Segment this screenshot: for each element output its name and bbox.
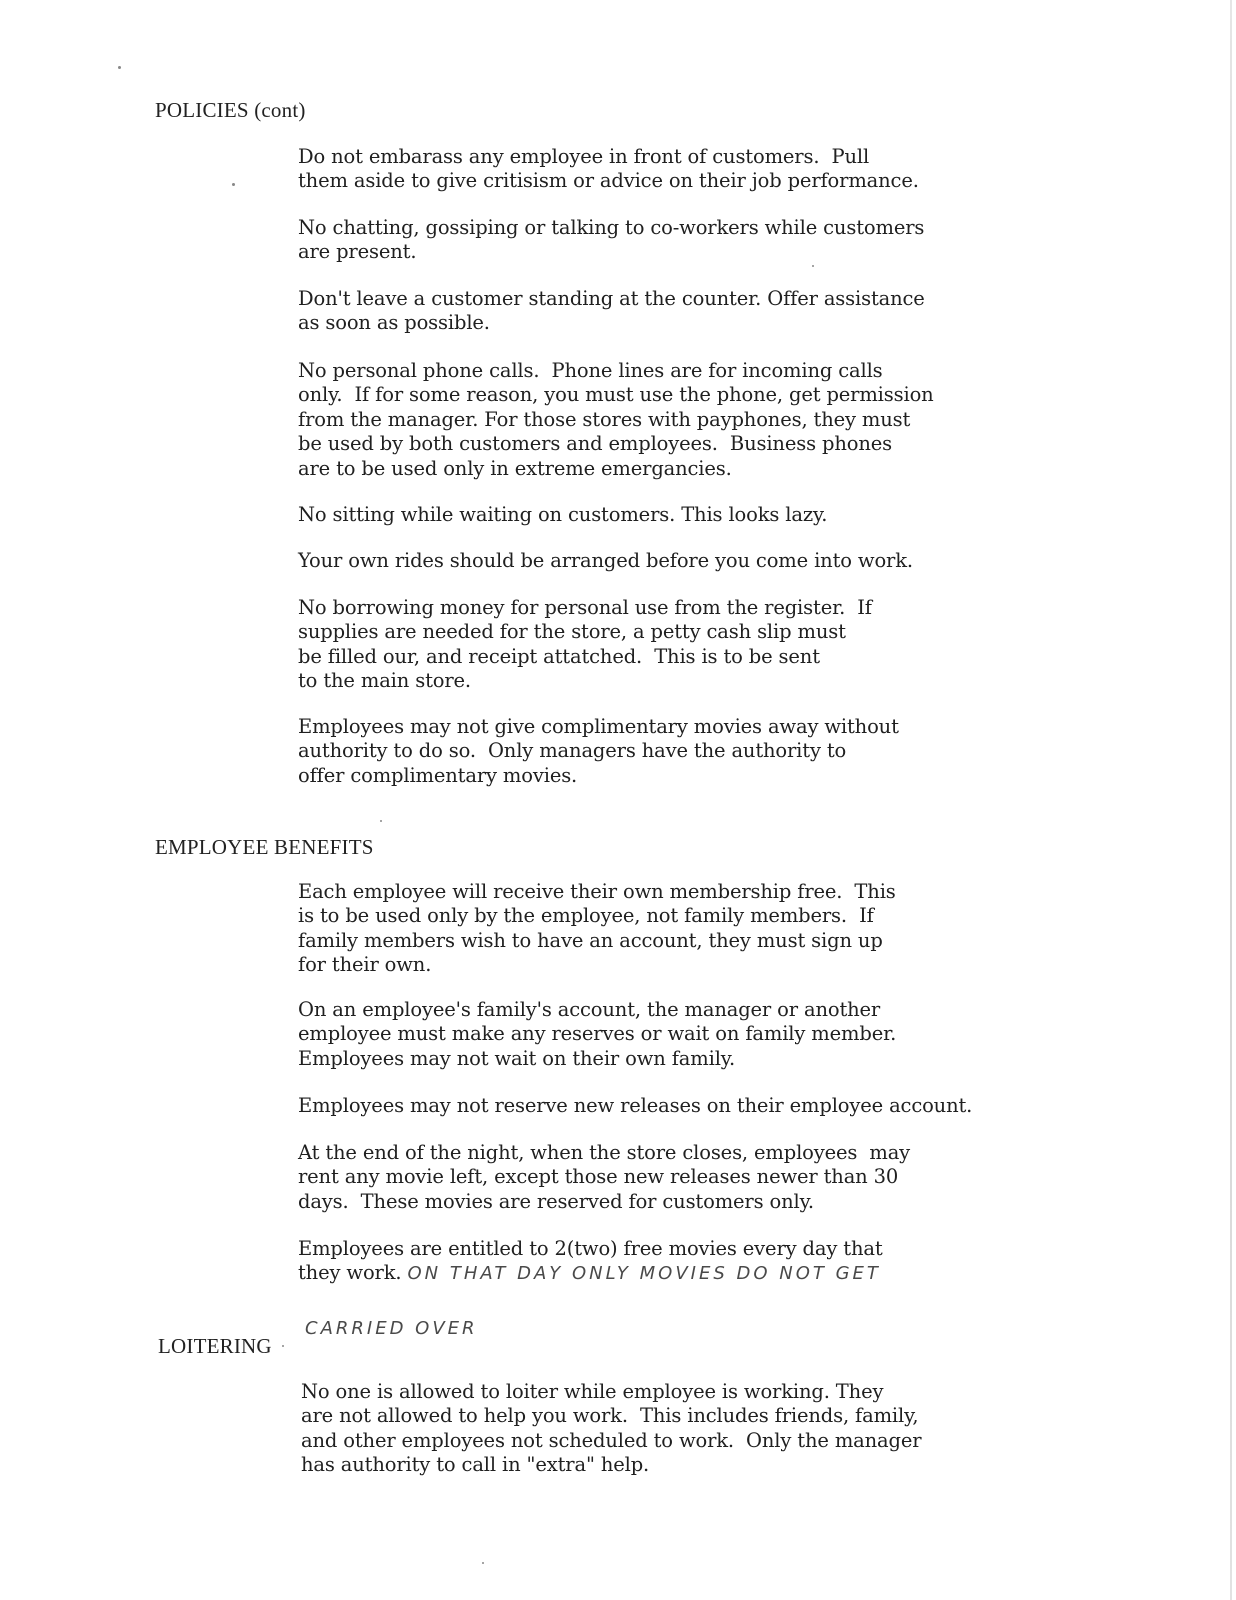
loitering-paragraph: No one is allowed to loiter while employee is working. They are not allowed to help you work. This includes friends, family, and other employees not scheduled to work. Only the manager has authority to call in "extra" help. bbox=[301, 1380, 922, 1477]
benefit-paragraph: Employees may not reserve new releases on their employee account. bbox=[298, 1094, 973, 1117]
scan-speck bbox=[380, 820, 382, 822]
benefit-paragraph: At the end of the night, when the store closes, employees may rent any movie left, except those new releases newer than 30 days. These movies are reserved for customers only. bbox=[298, 1141, 911, 1213]
benefit-paragraph bbox=[298, 1237, 1098, 1287]
section-heading-benefits: EMPLOYEE BENEFITS bbox=[155, 835, 374, 859]
scan-speck bbox=[812, 265, 814, 267]
policy-paragraph: Do not embarass any employee in front of customers. Pull them aside to give critisism or advice on their job performance. bbox=[298, 145, 919, 193]
scan-speck bbox=[118, 66, 121, 69]
benefit-paragraph: Each employee will receive their own membership free. This is to be used only by the employee, not family members. If family members wish to have an account, they must sign up for their own. bbox=[298, 880, 896, 977]
policy-paragraph: Your own rides should be arranged before you come into work. bbox=[298, 549, 913, 572]
benefit-paragraph: On an employee's family's account, the manager or another employee must make any reserves or wait on family member. Employees may not wait on their own family. bbox=[298, 998, 897, 1070]
scan-speck bbox=[232, 183, 235, 186]
benefit-paragraph-text: Employees are entitled to 2(two) free movies every day that they work. bbox=[298, 1237, 883, 1285]
scan-speck bbox=[282, 1345, 284, 1347]
policy-paragraph: No borrowing money for personal use from the register. If supplies are needed for the store, a petty cash slip must be filled our, and receipt attatched. This is to be sent to the main store. bbox=[298, 596, 872, 693]
policy-paragraph: No sitting while waiting on customers. This looks lazy. bbox=[298, 503, 828, 526]
policy-paragraph: Don't leave a customer standing at the counter. Offer assistance as soon as possible. bbox=[298, 287, 925, 335]
handwritten-note: ON THAT DAY ONLY MOVIES DO NOT GET bbox=[407, 1263, 881, 1285]
scan-speck bbox=[482, 1562, 484, 1564]
policy-paragraph: Employees may not give complimentary movies away without authority to do so. Only managers have the authority to offer complimentary movies. bbox=[298, 715, 899, 787]
handwritten-note-continued: CARRIED OVER bbox=[305, 1318, 478, 1339]
section-heading-policies: POLICIES (cont) bbox=[155, 98, 306, 122]
section-heading-loitering: LOITERING bbox=[158, 1334, 272, 1358]
policy-paragraph: No personal phone calls. Phone lines are for incoming calls only. If for some reason, you must use the phone, get permission from the manager. For those stores with payphones, they must be used by both customers and employees. Business phones are to be used only in extreme emergancies. bbox=[298, 359, 934, 480]
policy-paragraph: No chatting, gossiping or talking to co-workers while customers are present. bbox=[298, 216, 925, 264]
scan-edge-line bbox=[1230, 0, 1232, 1600]
